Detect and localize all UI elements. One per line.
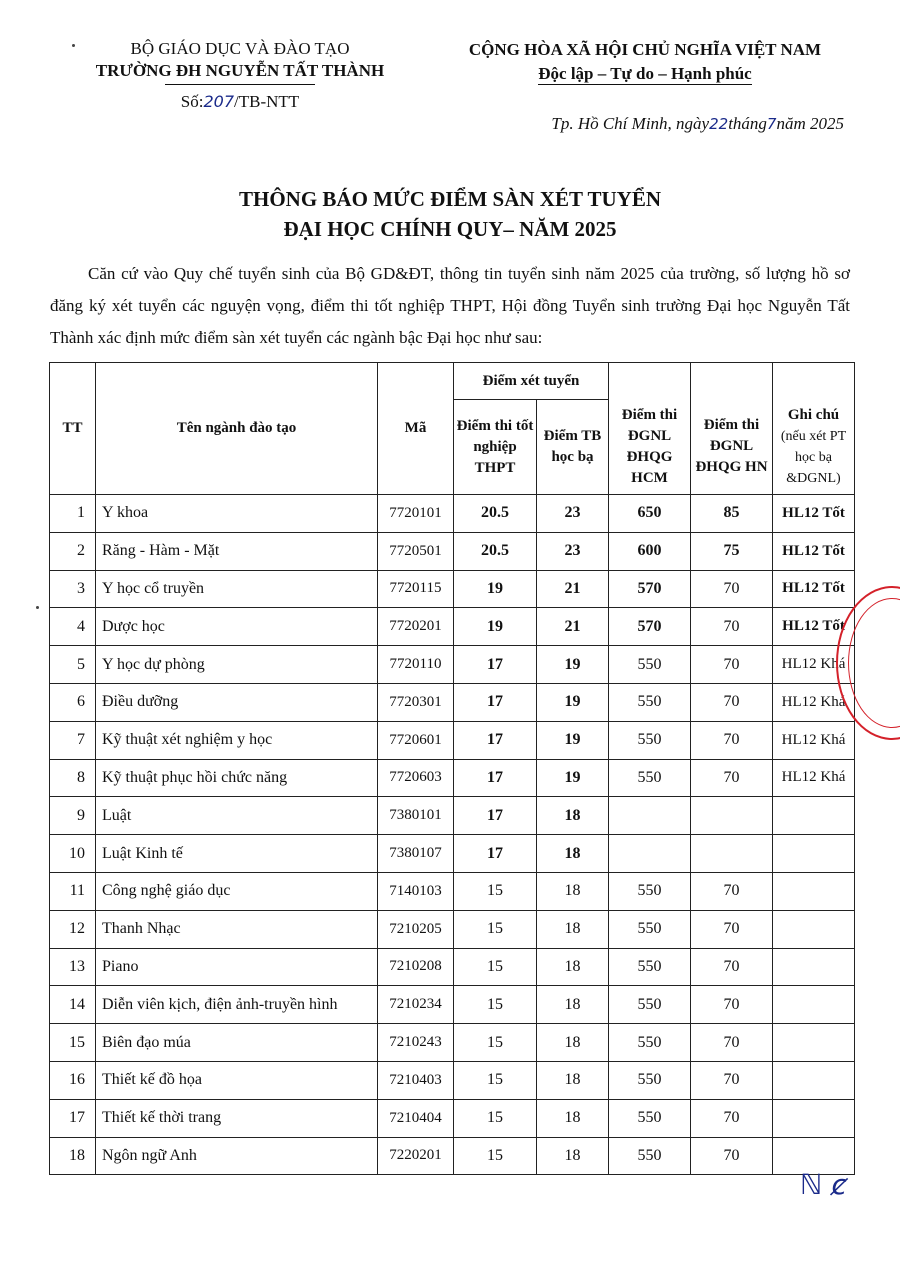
national-motto: Độc lập – Tự do – Hạnh phúc (538, 64, 752, 83)
row-hocba: 19 (537, 646, 609, 684)
row-hocba: 18 (537, 910, 609, 948)
row-hocba: 18 (537, 1137, 609, 1175)
row-tt: 9 (50, 797, 96, 835)
table-row (50, 1137, 855, 1175)
document-number (60, 91, 420, 113)
row-thpt: 15 (454, 1024, 537, 1062)
row-code: 7720501 (378, 532, 454, 570)
scan-speck (36, 606, 39, 609)
row-code: 7380101 (378, 797, 454, 835)
row-thpt: 15 (454, 986, 537, 1024)
dateline-day: 22 (709, 115, 729, 133)
title-line-2: ĐẠI HỌC CHÍNH QUY– NĂM 2025 (283, 217, 617, 241)
table-row (50, 532, 855, 570)
row-dgnl-hcm (609, 797, 691, 835)
row-dgnl-hcm: 650 (609, 495, 691, 533)
row-note (773, 872, 855, 910)
row-hocba: 18 (537, 835, 609, 873)
row-hocba: 18 (537, 1061, 609, 1099)
row-code: 7140103 (378, 872, 454, 910)
ministry-name: BỘ GIÁO DỤC VÀ ĐÀO TẠO (130, 39, 350, 58)
row-code: 7720301 (378, 683, 454, 721)
table-row (50, 608, 855, 646)
school-name: TRƯỜNG ĐH NGUYỄN TẤT THÀNH (95, 61, 385, 80)
row-dgnl-hcm: 550 (609, 986, 691, 1024)
row-name: Thiết kế đồ họa (96, 1061, 378, 1099)
score-table (49, 362, 855, 1175)
table-row (50, 986, 855, 1024)
header-dgnl-hn: Điểm thi ĐGNL ĐHQG HN (691, 400, 773, 495)
row-thpt: 20.5 (454, 495, 537, 533)
row-name: Luật (96, 797, 378, 835)
table-row (50, 1099, 855, 1137)
row-dgnl-hcm: 550 (609, 1099, 691, 1137)
dateline (551, 114, 844, 134)
row-note (773, 1061, 855, 1099)
row-hocba: 23 (537, 495, 609, 533)
row-dgnl-hcm: 550 (609, 910, 691, 948)
row-dgnl-hn: 70 (691, 1024, 773, 1062)
table-row (50, 1024, 855, 1062)
row-tt: 3 (50, 570, 96, 608)
row-tt: 16 (50, 1061, 96, 1099)
intro-text: Căn cứ vào Quy chế tuyển sinh của Bộ GD&ĐT, thông tin tuyển sinh năm 2025 của trường, số lượng hồ sơ đăng ký xét tuyển các nguyện vọng, điểm thi tốt nghiệp THPT, Hội đồng Tuyển sinh trường Đại học Nguyễn Tất Thành xác định mức điểm sàn xét tuyển các ngành bậc Đại học như sau: (50, 264, 850, 347)
row-tt: 11 (50, 872, 96, 910)
row-note: HL12 Khá (773, 683, 855, 721)
row-dgnl-hn (691, 835, 773, 873)
row-thpt: 17 (454, 721, 537, 759)
row-tt: 1 (50, 495, 96, 533)
row-note: HL12 Tốt (773, 608, 855, 646)
row-dgnl-hn: 70 (691, 683, 773, 721)
row-dgnl-hcm: 550 (609, 948, 691, 986)
row-code: 7380107 (378, 835, 454, 873)
row-note: HL12 Khá (773, 721, 855, 759)
row-dgnl-hcm (609, 835, 691, 873)
document-number-prefix: Số: (180, 92, 204, 111)
row-tt: 14 (50, 986, 96, 1024)
row-thpt: 17 (454, 683, 537, 721)
row-name: Điều dưỡng (96, 683, 378, 721)
row-hocba: 19 (537, 683, 609, 721)
row-name: Luật Kinh tế (96, 835, 378, 873)
row-dgnl-hcm: 550 (609, 646, 691, 684)
row-dgnl-hn: 70 (691, 1137, 773, 1175)
row-name: Kỹ thuật xét nghiệm y học (96, 721, 378, 759)
row-note (773, 986, 855, 1024)
row-hocba: 18 (537, 948, 609, 986)
row-code: 7220201 (378, 1137, 454, 1175)
row-name: Y khoa (96, 495, 378, 533)
row-name: Dược học (96, 608, 378, 646)
row-thpt: 15 (454, 948, 537, 986)
row-dgnl-hn: 70 (691, 986, 773, 1024)
row-dgnl-hcm: 550 (609, 683, 691, 721)
row-hocba: 19 (537, 759, 609, 797)
row-thpt: 17 (454, 646, 537, 684)
row-dgnl-hcm: 550 (609, 872, 691, 910)
table-row (50, 948, 855, 986)
row-dgnl-hn: 70 (691, 872, 773, 910)
handwritten-initials: ℕ ȼ (800, 1168, 847, 1201)
row-note (773, 910, 855, 948)
row-dgnl-hn: 70 (691, 721, 773, 759)
table-body (50, 495, 855, 1175)
row-thpt: 19 (454, 608, 537, 646)
table-row (50, 835, 855, 873)
row-note: HL12 Tốt (773, 532, 855, 570)
header-thpt: Điểm thi tốt nghiệp THPT (454, 400, 537, 495)
header-name: Tên ngành đào tạo (96, 363, 378, 495)
row-name: Kỹ thuật phục hồi chức năng (96, 759, 378, 797)
row-hocba: 18 (537, 1024, 609, 1062)
row-hocba: 18 (537, 986, 609, 1024)
row-note: HL12 Khá (773, 759, 855, 797)
row-thpt: 17 (454, 797, 537, 835)
row-hocba: 21 (537, 608, 609, 646)
row-tt: 17 (50, 1099, 96, 1137)
document-title (0, 184, 900, 244)
header-note-top (773, 363, 855, 400)
row-hocba: 18 (537, 872, 609, 910)
header-hn-top (691, 363, 773, 400)
row-note: HL12 Tốt (773, 570, 855, 608)
row-dgnl-hcm: 550 (609, 1137, 691, 1175)
row-note (773, 1099, 855, 1137)
table-row (50, 910, 855, 948)
row-name: Diễn viên kịch, điện ảnh-truyền hình (96, 986, 378, 1024)
row-dgnl-hn: 70 (691, 910, 773, 948)
row-tt: 13 (50, 948, 96, 986)
row-name: Ngôn ngữ Anh (96, 1137, 378, 1175)
header-group: Điểm xét tuyển (454, 363, 609, 400)
row-tt: 10 (50, 835, 96, 873)
header-hcm-top (609, 363, 691, 400)
row-code: 7720601 (378, 721, 454, 759)
table-row (50, 495, 855, 533)
row-thpt: 17 (454, 759, 537, 797)
header-left (60, 38, 420, 113)
row-dgnl-hcm: 600 (609, 532, 691, 570)
title-line-1: THÔNG BÁO MỨC ĐIỂM SÀN XÉT TUYỂN (239, 187, 661, 211)
row-note: HL12 Khá (773, 646, 855, 684)
header-note-sub: (nếu xét PT học bạ &DGNL) (780, 428, 847, 486)
row-note (773, 1024, 855, 1062)
row-tt: 7 (50, 721, 96, 759)
row-dgnl-hcm: 550 (609, 1061, 691, 1099)
row-dgnl-hcm: 550 (609, 721, 691, 759)
row-hocba: 18 (537, 797, 609, 835)
document-number-suffix: /TB-NTT (234, 92, 300, 111)
row-code: 7210403 (378, 1061, 454, 1099)
row-tt: 5 (50, 646, 96, 684)
row-dgnl-hcm: 570 (609, 608, 691, 646)
row-thpt: 15 (454, 1061, 537, 1099)
row-code: 7210234 (378, 986, 454, 1024)
row-hocba: 19 (537, 721, 609, 759)
row-name: Răng - Hàm - Mặt (96, 532, 378, 570)
table-row (50, 721, 855, 759)
row-hocba: 21 (537, 570, 609, 608)
row-code: 7720115 (378, 570, 454, 608)
dateline-month-label: tháng (728, 114, 767, 133)
header-underline (165, 84, 315, 85)
row-dgnl-hn: 75 (691, 532, 773, 570)
table-row (50, 1061, 855, 1099)
row-note (773, 948, 855, 986)
row-tt: 8 (50, 759, 96, 797)
row-dgnl-hn: 70 (691, 646, 773, 684)
header-note-title: Ghi chú (787, 406, 840, 423)
row-hocba: 23 (537, 532, 609, 570)
row-name: Thanh Nhạc (96, 910, 378, 948)
row-code: 7210404 (378, 1099, 454, 1137)
row-name: Biên đạo múa (96, 1024, 378, 1062)
row-name: Y học dự phòng (96, 646, 378, 684)
header-note (773, 400, 855, 495)
row-note (773, 835, 855, 873)
dateline-month: 7 (766, 115, 777, 133)
row-tt: 12 (50, 910, 96, 948)
row-dgnl-hcm: 570 (609, 570, 691, 608)
republic-name: CỘNG HÒA XÃ HỘI CHỦ NGHĨA VIỆT NAM (468, 40, 822, 59)
row-thpt: 15 (454, 872, 537, 910)
header-hocba: Điểm TB học bạ (537, 400, 609, 495)
row-dgnl-hn: 70 (691, 948, 773, 986)
row-tt: 2 (50, 532, 96, 570)
row-code: 7210243 (378, 1024, 454, 1062)
row-name: Thiết kế thời trang (96, 1099, 378, 1137)
row-dgnl-hcm: 550 (609, 759, 691, 797)
row-tt: 6 (50, 683, 96, 721)
row-name: Công nghệ giáo dục (96, 872, 378, 910)
table-row (50, 570, 855, 608)
row-tt: 4 (50, 608, 96, 646)
row-dgnl-hn: 70 (691, 608, 773, 646)
row-dgnl-hcm: 550 (609, 1024, 691, 1062)
header-right (420, 38, 870, 86)
row-note: HL12 Tốt (773, 495, 855, 533)
row-code: 7210208 (378, 948, 454, 986)
table-row (50, 872, 855, 910)
header-tt: TT (50, 363, 96, 495)
row-thpt: 15 (454, 1099, 537, 1137)
intro-paragraph (50, 258, 850, 354)
row-thpt: 20.5 (454, 532, 537, 570)
row-dgnl-hn: 70 (691, 1061, 773, 1099)
row-hocba: 18 (537, 1099, 609, 1137)
row-name: Y học cổ truyền (96, 570, 378, 608)
row-code: 7720603 (378, 759, 454, 797)
table-row (50, 683, 855, 721)
row-thpt: 19 (454, 570, 537, 608)
row-code: 7720101 (378, 495, 454, 533)
row-thpt: 17 (454, 835, 537, 873)
row-thpt: 15 (454, 1137, 537, 1175)
row-code: 7720201 (378, 608, 454, 646)
row-thpt: 15 (454, 910, 537, 948)
dateline-place: Tp. Hồ Chí Minh, ngày (551, 114, 710, 133)
row-code: 7720110 (378, 646, 454, 684)
row-note (773, 797, 855, 835)
row-code: 7210205 (378, 910, 454, 948)
row-name: Piano (96, 948, 378, 986)
table-row (50, 646, 855, 684)
table-row (50, 797, 855, 835)
row-dgnl-hn (691, 797, 773, 835)
document-number-handwritten: 207 (203, 92, 235, 111)
row-dgnl-hn: 70 (691, 759, 773, 797)
row-dgnl-hn: 70 (691, 1099, 773, 1137)
row-tt: 18 (50, 1137, 96, 1175)
table-row (50, 759, 855, 797)
header-dgnl-hcm: Điểm thi ĐGNL ĐHQG HCM (609, 400, 691, 495)
row-tt: 15 (50, 1024, 96, 1062)
dateline-year: năm 2025 (776, 114, 844, 133)
header-code: Mã (378, 363, 454, 495)
row-dgnl-hn: 70 (691, 570, 773, 608)
row-dgnl-hn: 85 (691, 495, 773, 533)
